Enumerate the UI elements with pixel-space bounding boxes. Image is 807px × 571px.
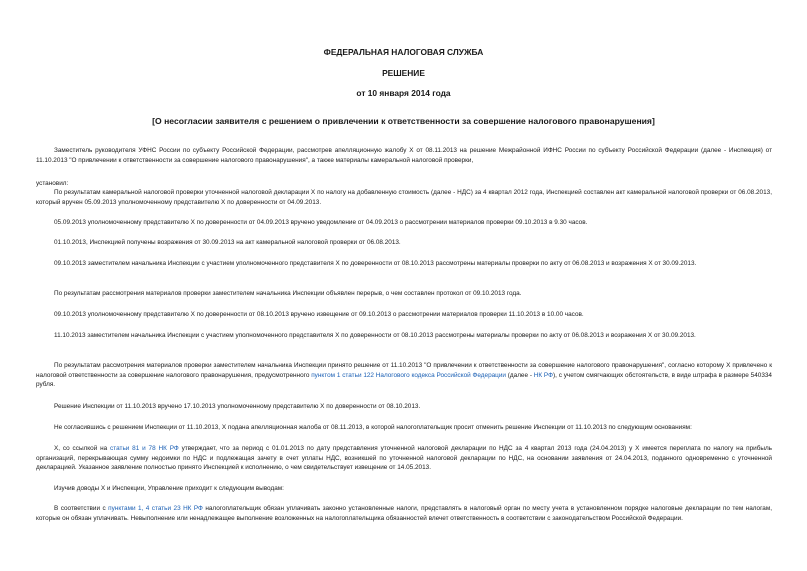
link-articles-81-78[interactable]: статьи 81 и 78 НК РФ (110, 445, 179, 452)
paragraph-objections: 01.10.2013, Инспекцией получены возражения от 30.09.2013 на акт камеральной налоговой проверки от 06.08.2013. (54, 239, 401, 246)
paragraph-review-1110: 11.10.2013 заместителем начальника Инспекции с участием уполномоченного представителя Х по доверенности от 08.10.2013 рассмотрены материалы проверки по акту от 06.08.2013 и возражения Х от 30.09.2013. (54, 332, 696, 339)
doc-subject: [О несогласии заявителя с решением о привлечении к ответственности за совершение налогового правонарушения] (152, 116, 655, 126)
doc-type-title: РЕШЕНИЕ (382, 68, 425, 78)
link-article-122[interactable]: пунктом 1 статьи 122 Налогового кодекса Российской Федерации (311, 371, 506, 379)
paragraph-audit-act: По результатам камеральной налоговой проверки уточненной налоговой декларации Х по налогу на добавленную стоимость (далее - НДС) за 4 квартал 2012 года, Инспекцией составлен акт камеральной налоговой проверки от 06.08.2013, который вручен 05.09.2013 уполномоченному представителю Х по доверенности от 04.09.2013. (36, 189, 772, 206)
agency-title: ФЕДЕРАЛЬНАЯ НАЛОГОВАЯ СЛУЖБА (323, 47, 484, 57)
doc-date: от 10 января 2014 года (356, 88, 451, 98)
paragraph-notice-0910: 09.10.2013 уполномоченному представителю Х по доверенности от 08.10.2013 вручено извещение от 09.10.2013 о рассмотрении материалов проверки 11.10.2013 в 10.00 часов. (54, 311, 584, 318)
paragraph-delivery: Решение Инспекции от 11.10.2013 вручено 17.10.2013 уполномоченному представителю Х по доверенности от 08.10.2013. (54, 403, 421, 410)
paragraph-overpayment: Х, со ссылкой на статьи 81 и 78 НК РФ утверждает, что за период с 01.01.2013 по дату представления уточненной налоговой декларации по НДС за 4 квартал 2013 года (24.04.2013) у Х имеется переплата по налогу на прибыль организаций, перекрывающая сумму недоимки по НДС и подлежащая зачету в счет уплаты НДС, возникшей по уточненной налоговой декларации по НДС, на основании заявления от 24.04.2013, поданного одновременно с уточненной декларацией. Указанное заявление полностью принято Инспекцией к исполнению, о чем свидетельствует извещение от 14.05.2013. (36, 445, 773, 472)
paragraph-break-protocol: По результатам рассмотрения материалов проверки заместителем начальника Инспекции объявлен перерыв, о чем составлен протокол от 09.10.2013 года. (54, 290, 522, 297)
paragraph-review-0910: 09.10.2013 заместителем начальника Инспекции с участием уполномоченного представителя Х по доверенности от 08.10.2013 рассмотрены материалы проверки по акту от 06.08.2013 и возражения Х от 30.09.2013. (54, 260, 697, 267)
paragraph-decision: По результатам рассмотрения материалов проверки заместителем начальника Инспекции принято решение от 11.10.2013 "О привлечении к ответственности за совершение налогового правонарушения", согласно которому Х привлечено к налоговой ответственности за совершение налогового правонарушения, предусмотренного пунктом 1 статьи 122 Налогового кодекса Российской Федерации (далее - НК РФ), с учетом смягчающих обстоятельств, в виде штрафа в размере 540334 рубля. (36, 362, 772, 389)
paragraph-article-23: В соответствии с пунктами 1, 4 статьи 23 НК РФ налогоплательщик обязан уплачивать законно установленные налоги, представлять в налоговый орган по месту учета в установленном порядке налоговые декларации по тем налогам, которые он обязан уплачивать. Невыполнение или ненадлежащее выполнение возложенных на налогоплательщика обязанностей влечет ответственность в соответствии с законодательством Российской Федерации. (36, 505, 773, 522)
paragraph-conclusions: Изучив доводы Х и Инспекции, Управление приходит к следующим выводам: (54, 485, 284, 492)
link-article-23[interactable]: пунктами 1, 4 статьи 23 НК РФ (108, 505, 203, 512)
paragraph-notice-0509: 05.09.2013 уполномоченному представителю Х по доверенности от 04.09.2013 вручено уведомление от 04.09.2013 о рассмотрении материалов проверки 09.10.2013 в 9.30 часов. (54, 219, 588, 226)
paragraph-established: установил: (36, 180, 69, 187)
paragraph-intro: Заместитель руководителя УФНС России по субъекту Российской Федерации, рассмотрев апелляционную жалобу Х от 08.11.2013 на решение Межрайонной ИФНС России по субъекту Российской Федерации (далее - Инспекция) от 11.10.2013 "О привлечении к ответственности за совершение налогового правонарушения", а также материалы камеральной налоговой проверки, (36, 147, 772, 164)
paragraph-appeal: Не согласившись с решением Инспекции от 11.10.2013, Х подана апелляционная жалоба от 08.11.2013, в которой налогоплательщик просит отменить решение Инспекции от 11.10.2013 по следующим основаниям: (54, 424, 692, 431)
link-tax-code[interactable]: НК РФ (533, 371, 553, 379)
